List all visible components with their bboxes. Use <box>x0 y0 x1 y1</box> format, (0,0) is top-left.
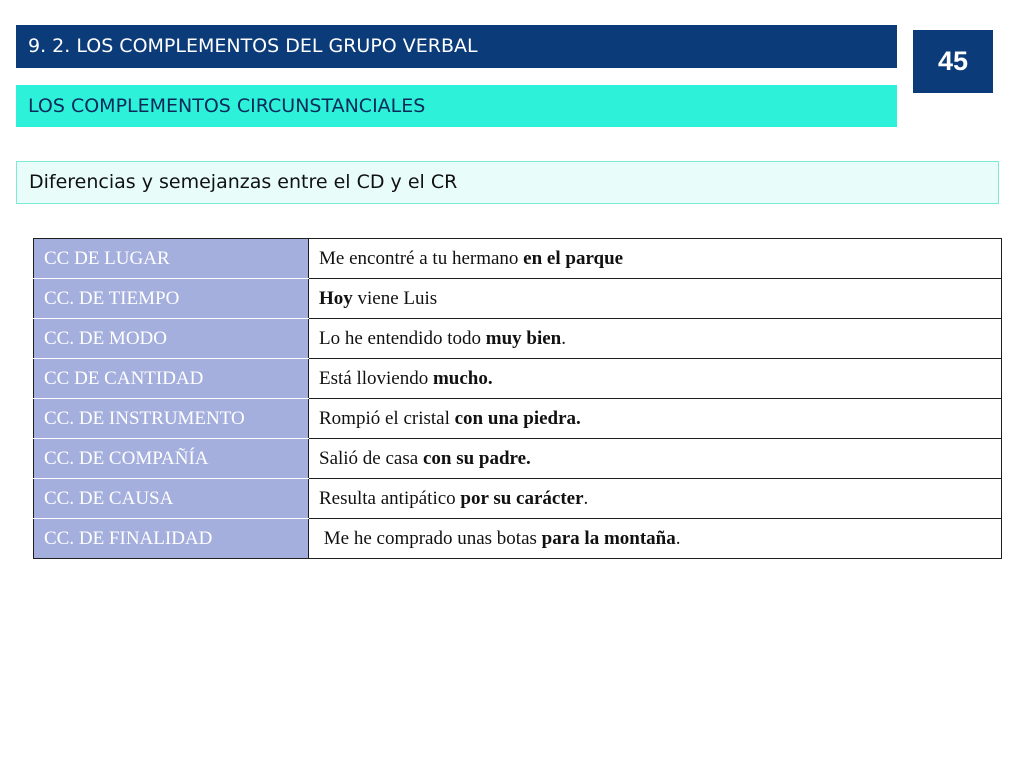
sentence-text: Resulta antipático <box>319 487 461 509</box>
complements-table <box>33 238 1002 559</box>
sentence-text: Rompió el cristal <box>319 407 455 429</box>
sentence-text: Me encontré a tu hermano <box>319 247 524 269</box>
example-sentence-cell <box>309 319 1002 359</box>
table-row <box>34 399 1002 439</box>
table-row <box>34 519 1002 559</box>
example-sentence-cell <box>309 439 1002 479</box>
highlighted-complement: con su padre. <box>422 447 531 469</box>
page-number: 45 <box>913 30 993 93</box>
highlighted-complement: en el parque <box>523 247 624 269</box>
table-row <box>34 439 1002 479</box>
section-title: 9. 2. LOS COMPLEMENTOS DEL GRUPO VERBAL <box>16 25 897 68</box>
example-sentence-cell <box>309 239 1002 279</box>
sentence-text: . <box>583 487 589 509</box>
complement-type-cell: CC. DE MODO <box>34 319 309 359</box>
highlighted-complement: muy bien <box>485 327 562 349</box>
example-sentence-cell <box>309 279 1002 319</box>
complement-type-cell: CC. DE FINALIDAD <box>34 519 309 559</box>
highlighted-complement: para la montaña <box>541 527 676 549</box>
highlighted-complement: con una piedra. <box>454 407 581 429</box>
highlighted-complement: por su carácter <box>460 487 584 509</box>
sentence-text: . <box>675 527 681 549</box>
complement-type-cell: CC. DE CAUSA <box>34 479 309 519</box>
complement-type-cell: CC DE LUGAR <box>34 239 309 279</box>
table-row <box>34 479 1002 519</box>
table-row <box>34 359 1002 399</box>
sentence-text: Me he comprado unas botas <box>319 527 542 549</box>
table-row <box>34 239 1002 279</box>
sentence-text: viene Luis <box>352 287 438 309</box>
complement-type-cell: CC DE CANTIDAD <box>34 359 309 399</box>
sentence-text: Lo he entendido todo <box>319 327 486 349</box>
complement-type-cell: CC. DE TIEMPO <box>34 279 309 319</box>
highlighted-complement: mucho. <box>432 367 493 389</box>
sentence-text: Salió de casa <box>319 447 423 469</box>
topic-heading: Diferencias y semejanzas entre el CD y el CR <box>16 161 999 204</box>
complement-type-cell: CC. DE INSTRUMENTO <box>34 399 309 439</box>
example-sentence-cell <box>309 359 1002 399</box>
sentence-text: Está lloviendo <box>319 367 433 389</box>
subsection-title: LOS COMPLEMENTOS CIRCUNSTANCIALES <box>16 85 897 127</box>
example-sentence-cell <box>309 399 1002 439</box>
highlighted-complement: Hoy <box>319 287 353 309</box>
table-row <box>34 279 1002 319</box>
complement-type-cell: CC. DE COMPAÑÍA <box>34 439 309 479</box>
sentence-text: . <box>561 327 566 349</box>
example-sentence-cell <box>309 479 1002 519</box>
example-sentence-cell <box>309 519 1002 559</box>
table-row <box>34 319 1002 359</box>
